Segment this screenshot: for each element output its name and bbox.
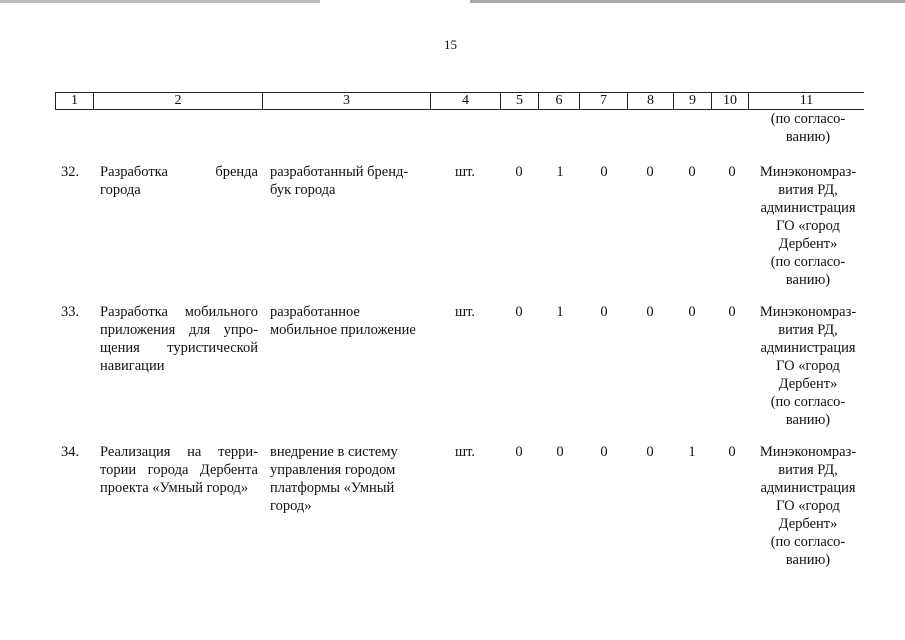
responsible: Минэкономраз- вития РД, администрация ГО «город Дербент» (по согласо- ванию) [759, 444, 857, 568]
measure-name: Разработка мобильного приложения для упро-щения туристической навигации [100, 304, 258, 374]
value-col-8: 0 [646, 444, 654, 460]
value-col-6: 1 [556, 164, 564, 180]
column-header-4: 4 [431, 93, 501, 109]
column-header-9: 9 [674, 93, 712, 109]
value-col-9: 0 [688, 164, 696, 180]
value-col-7: 0 [600, 444, 608, 460]
continuation-responsible: (по согласо- ванию) [770, 111, 846, 145]
scan-top-edge [0, 0, 905, 3]
measure-name: Реализация на терри-тории города Дербента проекта «Умный город» [100, 444, 258, 496]
column-header-7: 7 [580, 93, 628, 109]
value-col-5: 0 [515, 164, 523, 180]
unit: шт. [455, 164, 476, 180]
column-header-5: 5 [501, 93, 539, 109]
value-col-9: 0 [688, 304, 696, 320]
table-header-row [55, 92, 864, 110]
row-number: 33. [61, 304, 80, 320]
column-header-1: 1 [56, 93, 94, 109]
expected-result: разработанный бренд- бук города [270, 164, 409, 198]
column-header-2: 2 [94, 93, 263, 109]
expected-result: внедрение в систему управления городом платформы «Умный город» [270, 444, 398, 514]
row-number: 34. [61, 444, 80, 460]
column-header-8: 8 [628, 93, 674, 109]
value-col-10: 0 [728, 164, 736, 180]
unit: шт. [455, 444, 476, 460]
value-col-9: 1 [688, 444, 696, 460]
value-col-6: 1 [556, 304, 564, 320]
expected-result: разработанное мобильное приложение [270, 304, 416, 338]
column-header-11: 11 [799, 93, 814, 108]
column-header-6: 6 [539, 93, 580, 109]
responsible: Минэкономраз- вития РД, администрация ГО «город Дербент» (по согласо- ванию) [759, 304, 857, 428]
value-col-5: 0 [515, 304, 523, 320]
value-col-8: 0 [646, 164, 654, 180]
measure-name: Разработка бренда города [100, 164, 258, 198]
page-number: 15 [444, 37, 457, 52]
value-col-7: 0 [600, 304, 608, 320]
column-header-3: 3 [263, 93, 431, 109]
value-col-5: 0 [515, 444, 523, 460]
value-col-8: 0 [646, 304, 654, 320]
value-col-7: 0 [600, 164, 608, 180]
value-col-10: 0 [728, 444, 736, 460]
row-number: 32. [61, 164, 80, 180]
unit: шт. [455, 304, 476, 320]
column-header-10: 10 [712, 93, 749, 109]
responsible: Минэкономраз- вития РД, администрация ГО «город Дербент» (по согласо- ванию) [759, 164, 857, 288]
value-col-6: 0 [556, 444, 564, 460]
value-col-10: 0 [728, 304, 736, 320]
